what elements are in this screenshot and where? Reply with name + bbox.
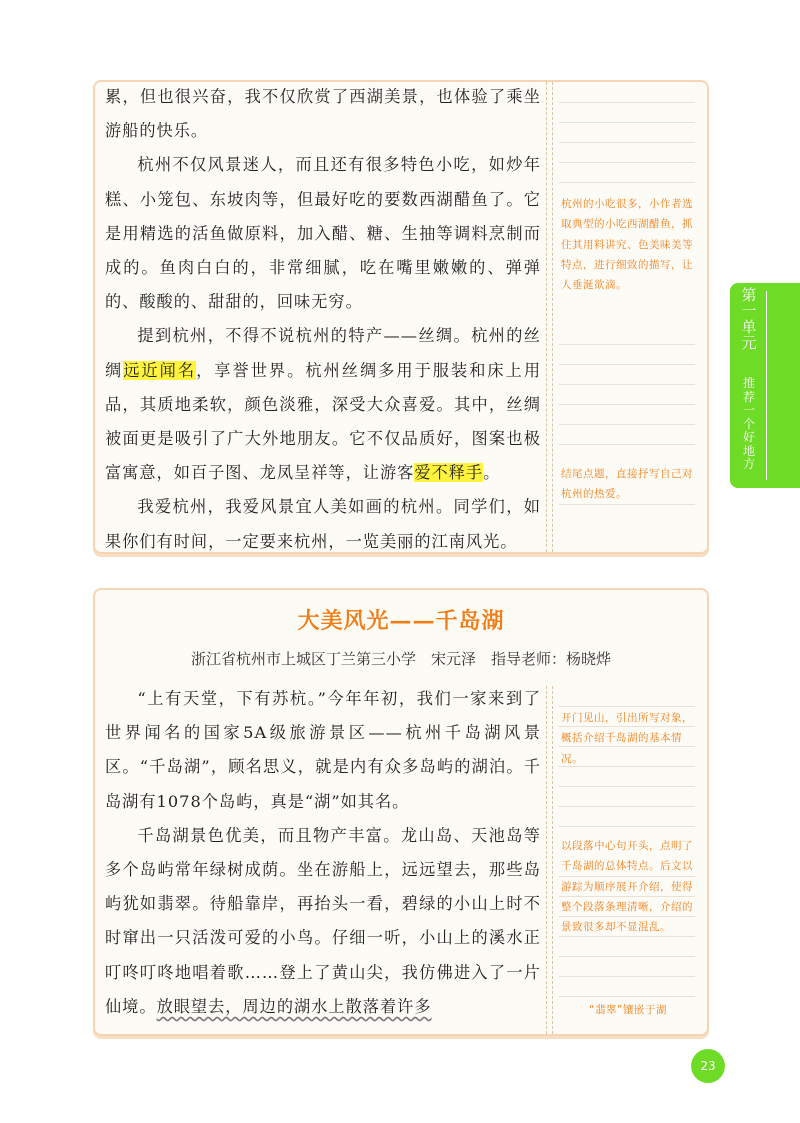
annotation-note: 杭州的小吃很多，小作者选取典型的小吃西湖醋鱼，抓住其用料讲究、色美味美等特点，进行细致的描写，让人垂涎欲滴。 [561,198,693,292]
article-body [105,682,541,1024]
paragraph-text: 提到杭州，不得不说杭州的特产——丝绸。杭州的丝绸 [105,326,541,380]
paragraph-text: 累，但也很兴奋，我不仅欣赏了西湖美景，也体验了乘坐游船的快乐。 [105,87,541,141]
article-byline: 浙江省杭州市上城区丁兰第三小学 宋元泽 指导老师：杨晓烨 [190,650,611,668]
highlighted-phrase: 远近闻名 [123,360,197,380]
annotation-column [559,82,695,552]
column-divider [546,82,547,552]
paragraph [105,490,541,554]
paragraph [105,80,541,148]
paragraph [105,682,541,819]
article-card-hangzhou [93,80,709,554]
column-divider [552,82,553,552]
paragraph-text: 。 [483,463,501,483]
paragraph-text: ，享誉世界。杭州丝绸多用于服装和床上用品，其质地柔软，颜色淡雅，深受大众喜爱。其中，丝绸被面更是吸引了广大外地朋友。它不仅品质好，图案也极富寓意，如百子图、龙凤呈祥等，让游客 [105,360,542,483]
column-divider [546,686,547,1034]
unit-side-tab [730,283,800,488]
annotation-note: 开门见山，引出所写对象，概括介绍千岛湖的基本情况。 [561,712,693,765]
article-title: 大美风光——千岛湖 [297,608,505,634]
tab-divider [766,291,767,480]
paragraph-text: 千岛湖景色优美，而且物产丰富。龙山岛、天池岛等多个岛屿常年绿树成荫。坐在游船上，远远望去，那些岛屿犹如翡翠。待船靠岸，再抬头一看，碧绿的小山上时不时窜出一只活泼可爱的小鸟。仔细一听，小山上的溪水正叮咚叮咚地唱着歌……登上了黄山尖，我仿佛进入了一片仙境。 [105,825,541,1016]
wavy-underlined-phrase: 放眼望去，周边的湖水上散落着许多 [156,996,432,1016]
column-divider [552,686,553,1034]
paragraph-text: 杭州不仅风景迷人，而且还有很多特色小吃，如炒年糕、小笼包、东坡肉等，但最好吃的要数西湖醋鱼了。它是用精选的活鱼做原料，加入醋、糖、生抽等调料烹制而成的。鱼肉白白的，非常细腻，吃在嘴里嫩嫩的、弹弹的、酸酸的、甜甜的，回味无穷。 [105,155,541,312]
paragraph-text: 我爱杭州，我爱风景宜人美如画的杭州。同学们，如果你们有时间，一定要来杭州，一览美丽的江南风光。 [105,497,541,551]
annotation-column [559,686,695,1034]
paragraph [105,319,541,490]
article-card-qiandao-lake [93,588,709,1036]
unit-label: 第一单元 [741,286,757,352]
page-number: 23 [691,1049,725,1083]
annotation-note: 以段落中心句开头，点明了千岛湖的总体特点。后文以游踪为顺序展开介绍，使得整个段落条理清晰，介绍的景致很多却不显混乱。 [561,840,693,934]
article-body [105,80,541,554]
highlighted-phrase: 爱不释手 [414,463,484,483]
paragraph-text: “上有天堂，下有苏杭。”今年年初，我们一家来到了世界闻名的国家5A级旅游景区——杭州千岛湖风景区。“千岛湖”，顾名思义，就是内有众多岛屿的湖泊。千岛湖有1078个岛屿，真是“湖”如其名。 [105,689,541,811]
paragraph [105,819,541,1024]
unit-topic: 推荐一个好地方 [742,376,755,471]
paragraph [105,148,541,319]
annotation-note: 结尾点题，直接抒写自己对杭州的热爱。 [561,468,693,501]
annotation-note: “翡翠”镶嵌于湖 [589,1004,667,1016]
